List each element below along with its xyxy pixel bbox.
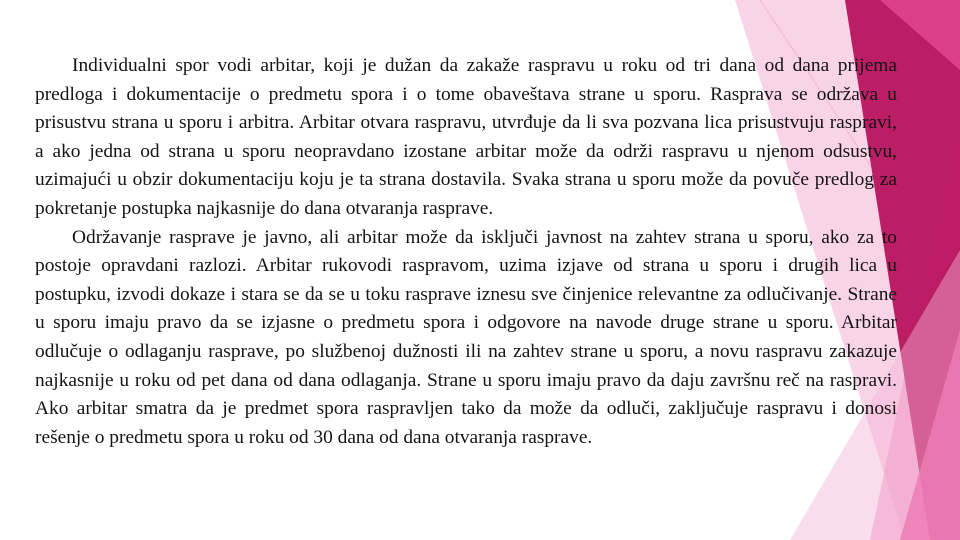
slide-body [35, 52, 897, 452]
paragraph-1: Individualni spor vodi arbitar, koji je dužan da zakaže raspravu u roku od tri dana od dana prijema predloga i dokumentacije o predmetu spora i o tome obaveštava strane u sporu. Rasprava se održava u prisustvu strana u sporu i arbitra. Arbitar otvara raspravu, utvrđuje da li sva pozvana lica prisustvuju raspravi, a ako jedna od strana u sporu neopravdano izostane arbitar može da održi raspravu u njenom odsustvu, uzimajući u obzir dokumentaciju koju je ta strana dostavila. Svaka strana u sporu može da povuče predlog za pokretanje postupka najkasnije do dana otvaranja rasprave. [35, 55, 897, 219]
paragraph-2: Održavanje rasprave je javno, ali arbitar može da isključi javnost na zahtev strana u sporu, ako za to postoje opravdani razlozi. Arbitar rukovodi raspravom, uzima izjave od strana u sporu i drugih lica u postupku, izvodi dokaze i stara se da se u toku rasprave iznesu sve činjenice relevantne za odlučivanje. Strane u sporu imaju pravo da se izjasne o predmetu spora i odgovore na navode druge strane u sporu. Arbitar odlučuje o odlaganju rasprave, po službenoj dužnosti ili na zahtev strane u sporu, a novu raspravu zakazuje najkasnije u roku od pet dana od dana odlaganja. Strane u sporu imaju pravo da daju završnu reč na raspravi. Ako arbitar smatra da je predmet spora raspravljen tako da može da odluči, zaključuje raspravu i donosi rešenje o predmetu spora u roku od 30 dana od dana otvaranja rasprave. [35, 226, 897, 448]
